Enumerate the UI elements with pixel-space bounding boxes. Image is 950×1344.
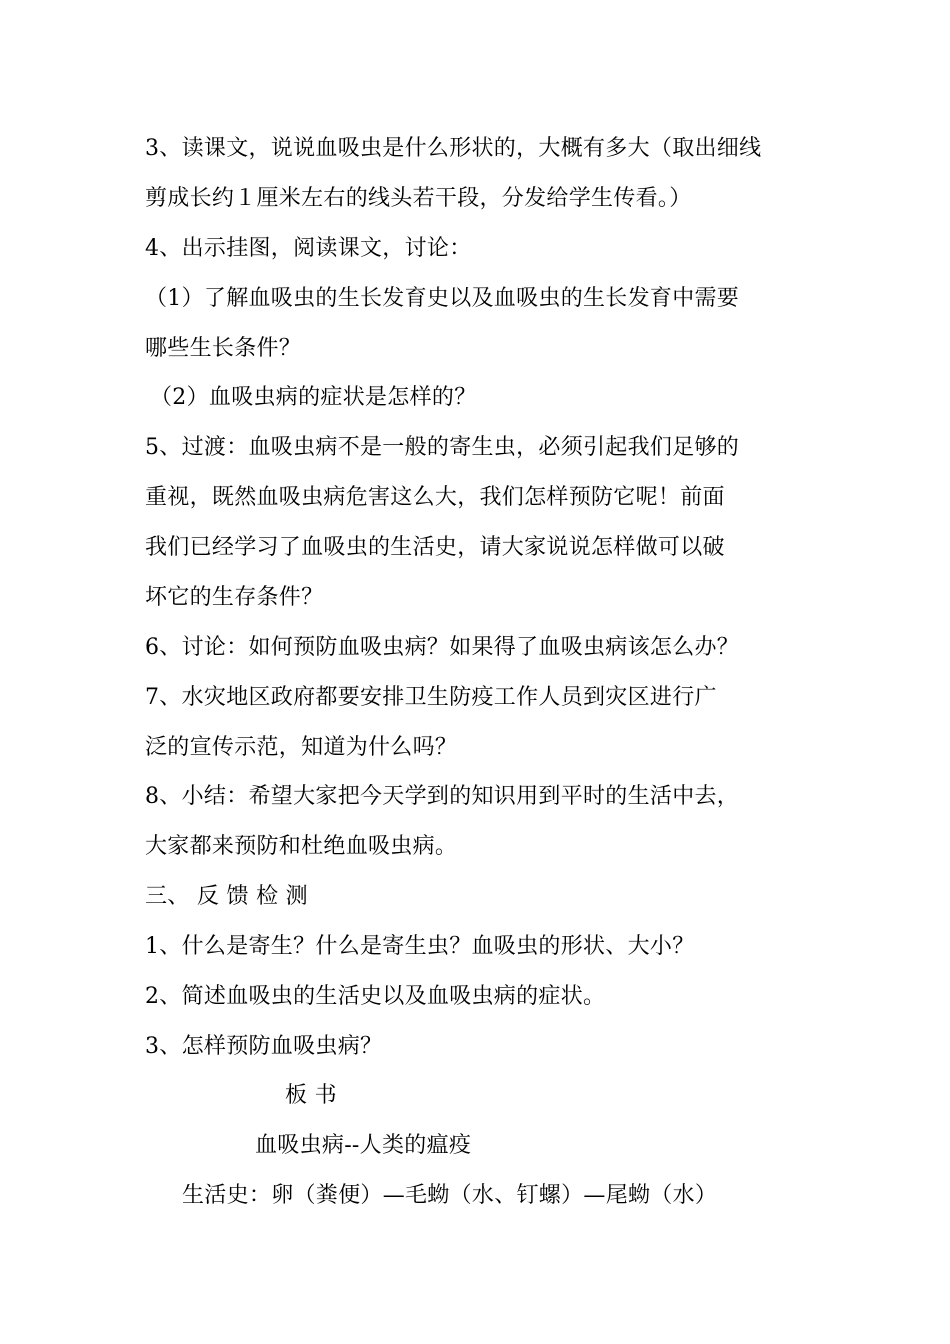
text-line: 坏它的生存条件？ xyxy=(145,585,324,610)
text-line: 3、怎样预防血吸虫病？ xyxy=(145,1034,383,1059)
text-line: 泛的宣传示范，知道为什么吗？ xyxy=(145,735,458,760)
text-line: 哪些生长条件？ xyxy=(145,336,302,361)
text-line: 4、出示挂图，阅读课文，讨论： xyxy=(145,236,472,261)
text-line: 8、小结：希望大家把今天学到的知识用到平时的生活中去， xyxy=(145,784,740,809)
board-title: 血吸虫病--人类的瘟疫 xyxy=(255,1133,472,1158)
text-line: 我们已经学习了血吸虫的生活史，请大家说说怎样做可以破 xyxy=(145,535,725,560)
text-line: 2、简述血吸虫的生活史以及血吸虫病的症状。 xyxy=(145,984,606,1009)
text-line: （1）了解血吸虫的生长发育史以及血吸虫的生长发育中需要 xyxy=(145,286,740,311)
text-line: 6、讨论：如何预防血吸虫病？如果得了血吸虫病该怎么办？ xyxy=(145,635,740,660)
text-line: 大家都来预防和杜绝血吸虫病。 xyxy=(145,834,458,859)
text-line: （2）血吸虫病的症状是怎样的？ xyxy=(150,385,477,410)
text-line: 5、过渡：血吸虫病不是一般的寄生虫，必须引起我们足够的 xyxy=(145,435,740,460)
text-line: 7、水灾地区政府都要安排卫生防疫工作人员到灾区进行广 xyxy=(145,685,717,710)
text-line: 剪成长约１厘米左右的线头若干段，分发给学生传看。） xyxy=(145,186,692,211)
board-life-cycle: 生活史：卵（粪便）—毛蚴（水、钉螺）—尾蚴（水） xyxy=(182,1183,718,1208)
text-line: 重视，既然血吸虫病危害这么大，我们怎样预防它呢！前面 xyxy=(145,485,725,510)
text-line: 3、读课文，说说血吸虫是什么形状的，大概有多大（取出细线 xyxy=(145,136,762,161)
board-heading: 板 书 xyxy=(285,1083,337,1108)
text-line: 1、什么是寄生？什么是寄生虫？血吸虫的形状、大小？ xyxy=(145,934,695,959)
section-heading: 三、 反 馈 检 测 xyxy=(145,884,308,909)
